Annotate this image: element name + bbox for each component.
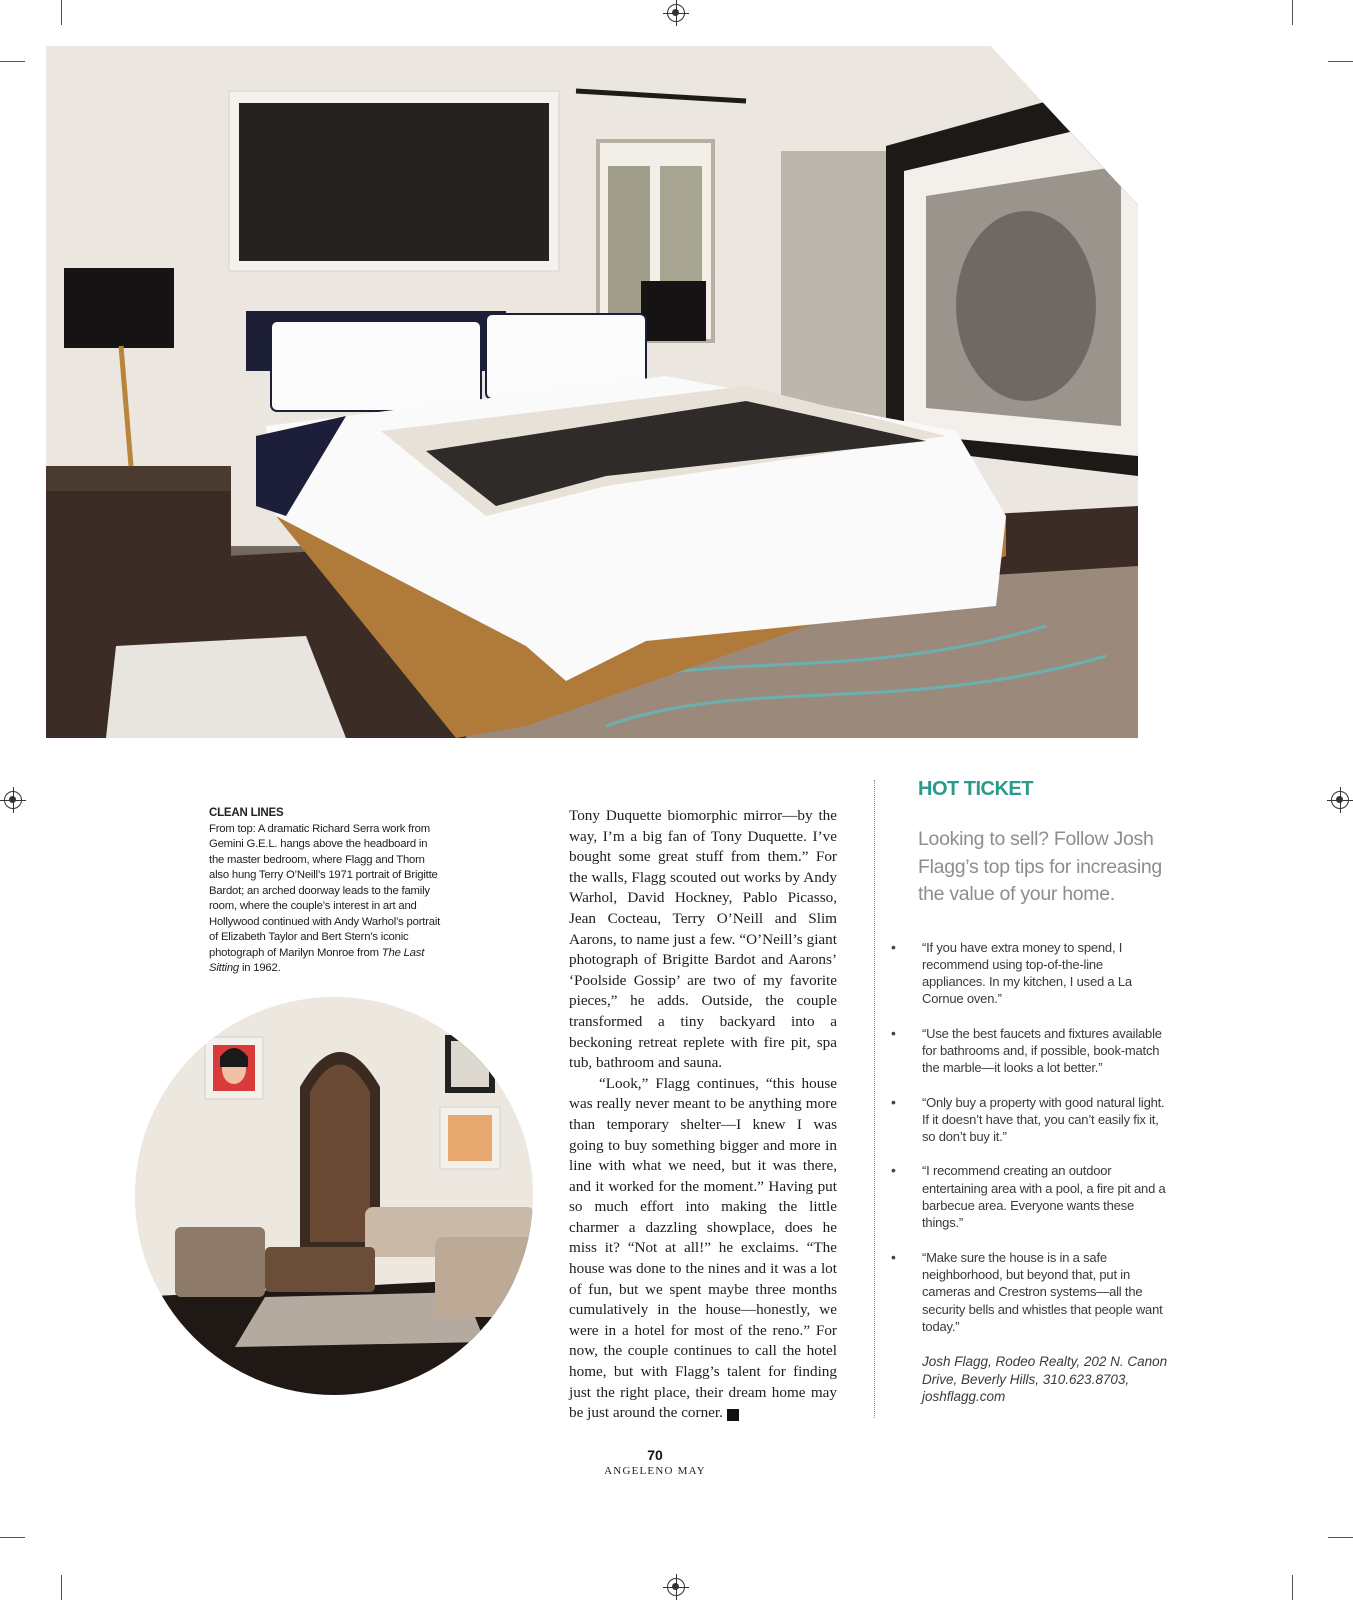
caption-title: CLEAN LINES <box>209 807 284 819</box>
crop-mark <box>1328 61 1353 62</box>
page-folio <box>580 1447 730 1477</box>
photo-caption <box>209 806 441 977</box>
sidebar-intro: Looking to sell? Follow Josh Flagg’s top tips for increasing the value of your home. <box>918 828 1162 905</box>
tip-item <box>891 1024 1168 1077</box>
crop-mark <box>1292 0 1293 25</box>
body-paragraph <box>569 1074 837 1424</box>
bullet-icon: • <box>891 1024 896 1041</box>
crop-mark <box>0 1537 25 1538</box>
tip-text: “I recommend creating an outdoor entertaining area with a pool, a fire pit and a barbecue area. Everyone wants these things.” <box>922 1163 1166 1231</box>
page-number: 70 <box>647 1447 663 1463</box>
crop-mark <box>61 1575 62 1600</box>
tip-item <box>891 1093 1168 1146</box>
tip-item <box>891 938 1168 1008</box>
bullet-icon: • <box>891 1248 896 1265</box>
crop-mark <box>61 0 62 25</box>
tip-text: “Make sure the house is in a safe neighborhood, but beyond that, put in cameras and Crestron systems—all the security bells and whistles that people want today.” <box>922 1249 1163 1334</box>
body-paragraph: Tony Duquette biomorphic mirror—by the way, I’m a big fan of Tony Duquette. I’ve bought some great stuff from them.” For the walls, Flagg scouted out works by Andy Warhol, David Hockney, Pablo Picasso, Jean Cocteau, Terry O’Neill and Slim Aarons, to name just a few. “O’Neill’s giant photograph of Brigitte Bardot and Aarons’ ‘Poolside Gossip’ are two of my favorite pieces,” he adds. Outside, the couple transformed a tiny backyard into a beckoning retreat replete with fire pit, spa tub, bathroom and sauna. <box>569 807 837 1072</box>
registration-mark-icon <box>667 4 685 22</box>
tip-text: “Only buy a property with good natural light. If it doesn’t have that, you can’t easily fix it, so don’t buy it.” <box>922 1094 1165 1145</box>
caption-italic-title: The Last Sitting <box>209 946 425 974</box>
caption-text-end: in 1962. <box>239 962 281 974</box>
crop-mark <box>1328 1537 1353 1538</box>
sidebar-title: HOT TICKET <box>918 778 1033 800</box>
bullet-icon: • <box>891 1093 896 1110</box>
crop-mark <box>0 61 25 62</box>
tip-text: “If you have extra money to spend, I recommend using top-of-the-line appliances. In my kitchen, I used a La Cornue oven.” <box>922 939 1132 1007</box>
bullet-icon: • <box>891 938 896 955</box>
sidebar-credit: Josh Flagg, Rodeo Realty, 202 N. Canon Drive, Beverly Hills, 310.623.8703, joshflagg.com <box>922 1354 1168 1405</box>
caption-text: From top: A dramatic Richard Serra work from Gemini G.E.L. hangs above the headboard in the master bedroom, where Flagg and Thorn also hung Terry O’Neill’s 1971 portrait of Brigitte Bardot; an arched doorway leads to the family room, where the couple’s interest in art and Hollywood continued with Andy Warhol’s portrait of Elizabeth Taylor and Bert Stern’s iconic photograph of Marilyn Monroe from <box>209 822 441 959</box>
body-paragraph-text: “Look,” Flagg continues, “this house was really never meant to be anything more than temporary shelter—I knew I was going to buy something bigger and more in line with what we need, but it was there, and it worked for the moment.” Having put so much effort into making the little charmer a dazzling showplace, does he miss it? “Not at all!” he exclaims. “The house was done to the nines and it was a lot of fun, but we spent maybe three months cumulatively in the house—honestly, we were in a hotel for most of the reno.” For now, the couple continues to call the hotel home, but with Flagg’s talent for finding just the right place, their dream home may be just around the corner. <box>569 1074 837 1422</box>
registration-mark-icon <box>4 791 22 809</box>
bedroom-photo <box>46 46 1138 738</box>
tip-item <box>891 1162 1168 1231</box>
registration-mark-icon <box>667 1578 685 1596</box>
hot-ticket-sidebar <box>891 778 1168 1406</box>
column-divider <box>874 780 875 1418</box>
magazine-issue: ANGELENO MAY <box>604 1465 706 1477</box>
tip-text: “Use the best faucets and fixtures available for bathrooms and, if possible, book-match the marble—it looks a lot better.” <box>922 1025 1162 1076</box>
tip-item <box>891 1248 1168 1335</box>
crop-mark <box>1292 1575 1293 1600</box>
article-body <box>569 806 837 1424</box>
tips-list <box>891 938 1168 1336</box>
registration-mark-icon <box>1331 791 1349 809</box>
family-room-photo <box>135 997 533 1395</box>
bullet-icon: • <box>891 1162 896 1179</box>
end-mark-icon: A <box>727 1409 739 1421</box>
